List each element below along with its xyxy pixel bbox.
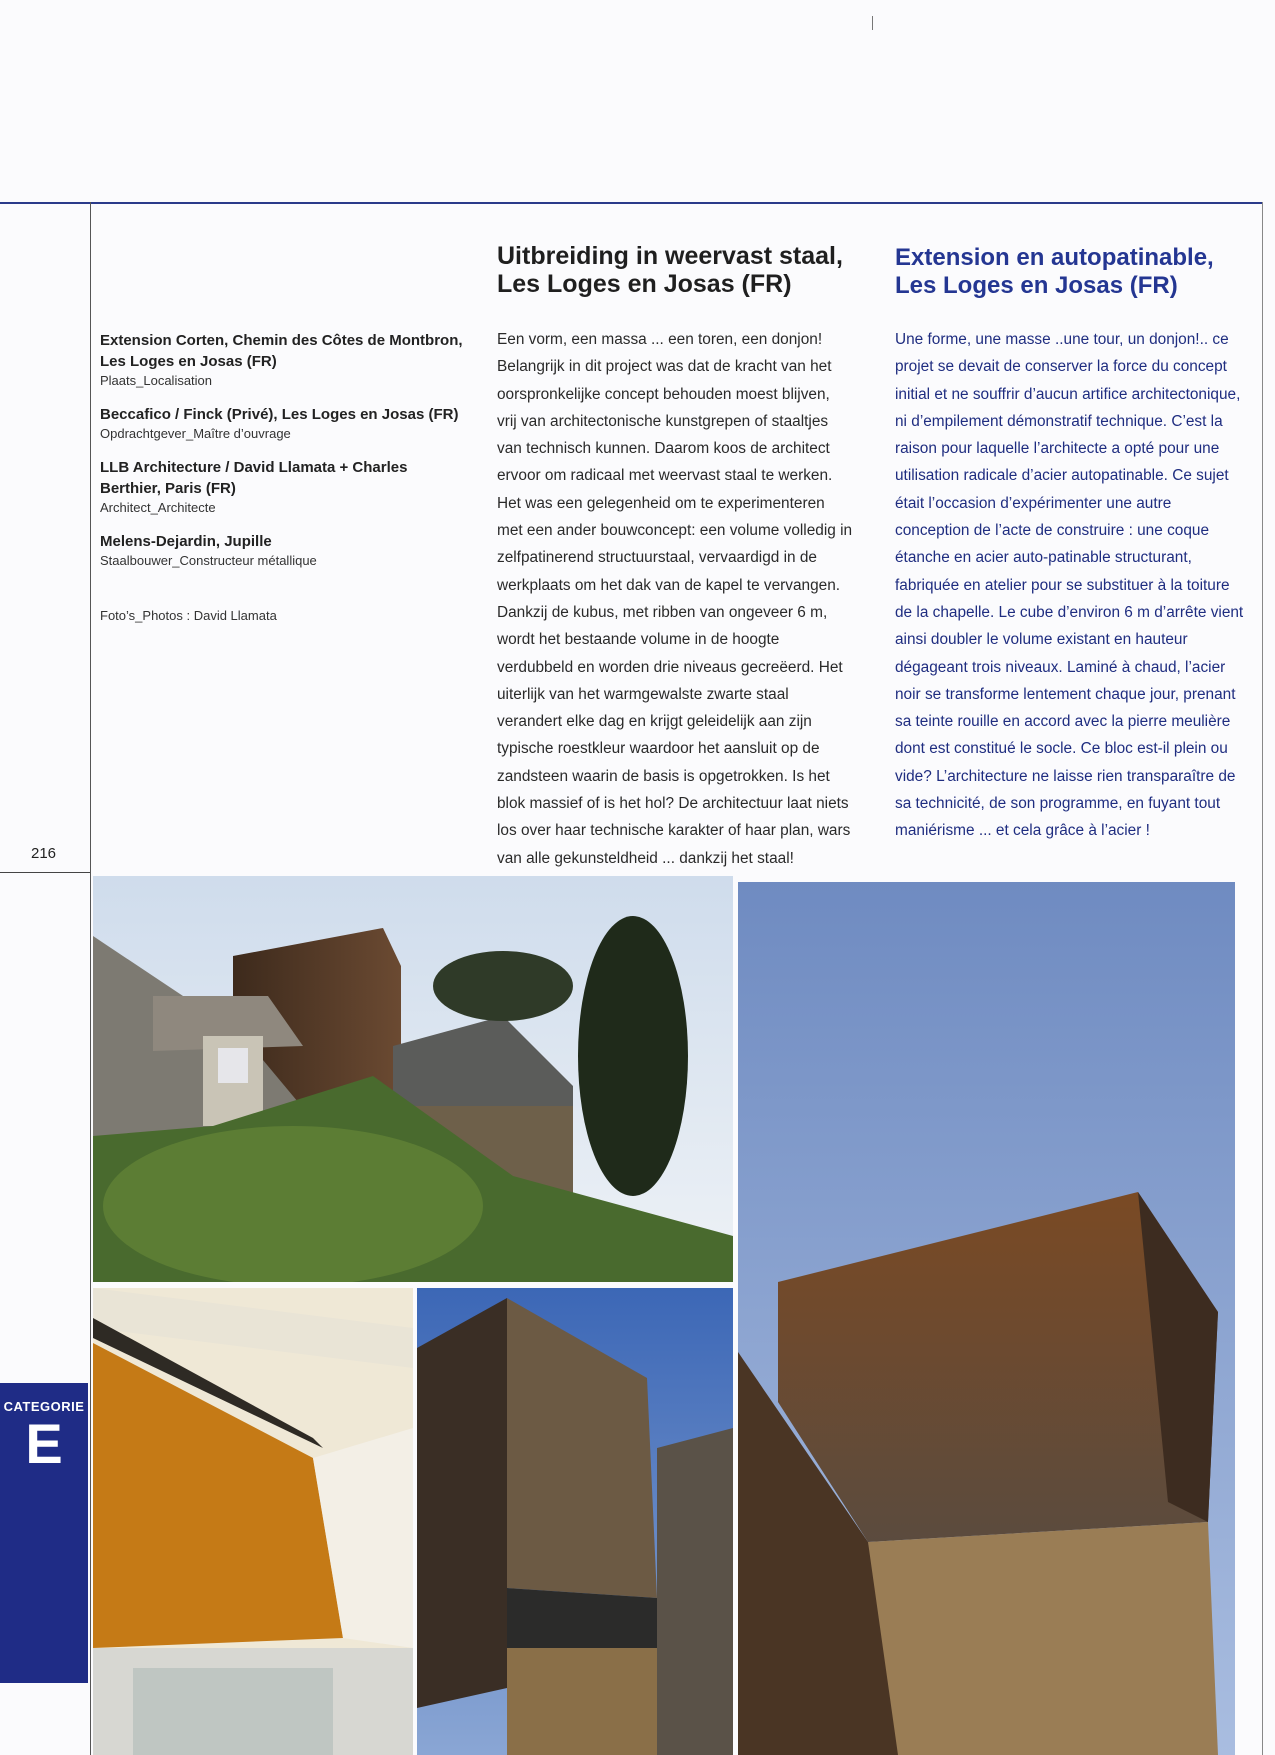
credit-location-label: Plaats_Localisation [100,373,213,388]
credit-client [100,404,470,443]
dutch-title: Uitbreiding in weervast staal, Les Loges en Josas (FR) [497,242,843,298]
page-number: 216 [31,845,57,862]
credit-architect [100,457,470,517]
credit-location-value: Extension Corten, Chemin des Côtes de Montbron, Les Loges en Josas (FR) [100,332,463,370]
credit-steelbuilder-value: Melens-Dejardin, Jupille [100,533,272,550]
project-credits [100,330,470,623]
credit-client-label: Opdrachtgever_Maître d’ouvrage [100,426,291,441]
header-rule [0,202,1262,204]
credit-location [100,330,470,390]
photo-interior-skylight [93,1288,413,1755]
page-number-rule [0,872,90,873]
margin-rule [90,202,91,1755]
category-label: CATEGORIE [3,1399,85,1414]
credit-architect-label: Architect_Architecte [100,500,216,515]
photo-cube-corner [417,1288,733,1755]
category-letter: E [25,1412,63,1475]
credit-client-value: Beccafico / Finck (Privé), Les Loges en Josas (FR) [100,406,459,423]
french-body: Une forme, une masse ..une tour, un donjon!.. ce projet se devait de conserver la force du concept initial et ne souffrir d’aucun artifice architectonique, ni d’empilement démonstratif technique. C’est la raison pour laquelle l’architecte a opté pour une utilisation radicale d’acier autopatinable. Ce sujet était l’occasion d’expérimenter une autre conception de l’acte de construire : une coque étanche en acier auto-patinable structurant, fabriquée en atelier pour se substituer à la toiture de la chapelle. Le cube d’environ 6 m d’arrête vient ainsi doubler le volume existant en hauteur dégageant trois niveaux. Laminé à chaud, l’acier noir se transforme lentement chaque jour, prenant sa teinte rouille en accord avec la pierre meulière dont est constitué le socle. Ce bloc est-il plein ou vide? L’architecture ne laisse rien transparaître de sa technicité, de son programme, en fuyant tout maniérisme ... et cela grâce à l’acier ! [895,331,1244,840]
right-rule [1262,202,1263,1755]
french-title: Extension en autopatinable, Les Loges en Josas (FR) [895,244,1214,299]
credit-architect-value: LLB Architecture / David Llamata + Charles Berthier, Paris (FR) [100,459,408,497]
photo-tower-facade [738,882,1235,1755]
top-tick-mark [872,16,873,30]
credit-steelbuilder-label: Staalbouwer_Constructeur métallique [100,553,317,568]
credit-steelbuilder [100,531,470,570]
dutch-body: Een vorm, een massa ... een toren, een donjon! Belangrijk in dit project was dat de kracht van het oorspronkelijke concept behouden moest blijven, vrij van architectonische kunstgrepen of staaltjes van technisch kunnen. Daarom koos de architect ervoor om radicaal met weervast staal te werken. Het was een gelegenheid om te experimenteren met een ander bouwconcept: een volume volledig in zelfpatinerend structuurstaal, vervaardigd in de werkplaats om het dak van de kapel te vervangen. Dankzij de kubus, met ribben van ongeveer 6 m, wordt het bestaande volume in de hoogte verdubbeld en worden drie niveaus gecreëerd. Het uiterlijk van het warmgewalste zwarte staal verandert elke dag en krijgt geleidelijk aan zijn typische roestkleur waardoor het aansluit op de zandsteen waarin de basis is opgetrokken. Is het blok massief of is het hol? De architectuur laat niets los over haar technische karakter of haar plan, wars van alle gekunsteldheid ... dankzij het staal! [497,331,853,867]
photo-exterior-roofs [93,876,733,1282]
photos-credit: Foto’s_Photos : David Llamata [100,608,277,623]
category-tab [0,1383,88,1683]
